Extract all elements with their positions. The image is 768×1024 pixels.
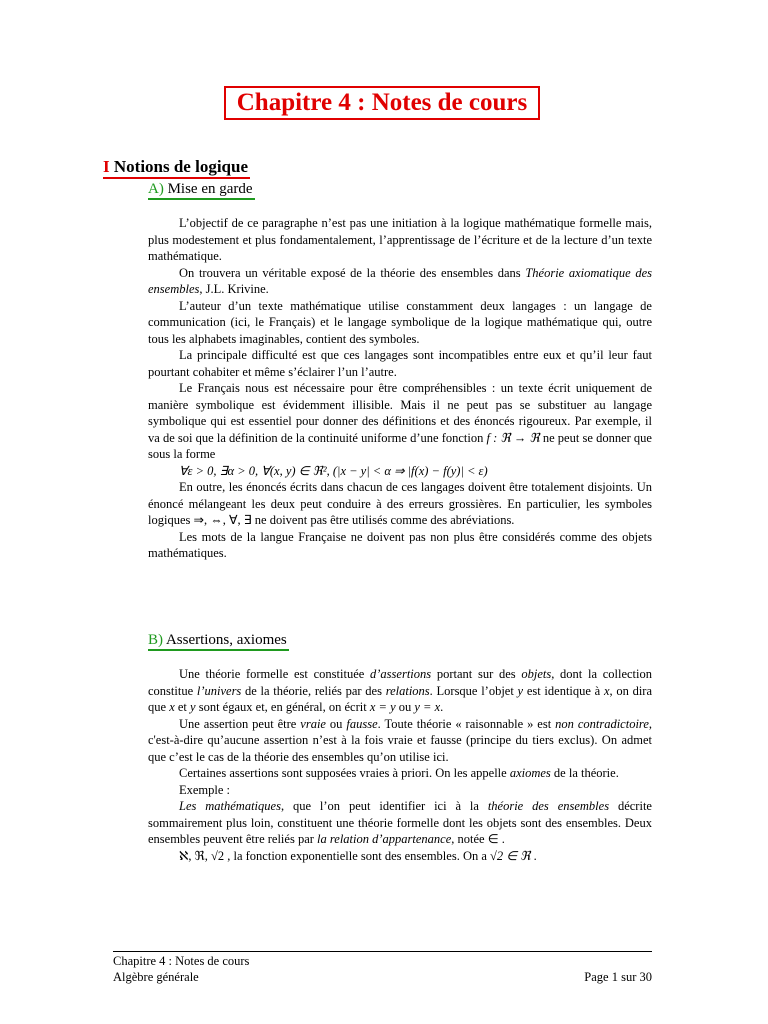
section-number: I — [103, 157, 110, 176]
paragraph: Une assertion peut être vraie ou fausse. Toute théorie « raisonnable » est non contradictoire, c'est-à-dire qu’aucune assertion n’est à la fois vraie et fausse (principe du tiers exclus). On admet que c’est le cas de la théorie des ensembles qu’on utilise ici. — [148, 716, 652, 764]
chapter-title: Chapitre 4 : Notes de cours — [224, 86, 540, 120]
subsection-heading-mise-en-garde — [148, 180, 255, 200]
paragraph: En outre, les énoncés écrits dans chacun de ces langages doivent être totalement disjoints. Un énoncé mélangeant les deux peut conduire à des erreurs grossières. En particulier, les symboles logiques ⇒, ⇔, ∀, ∃ ne doivent pas être utilisés comme des abréviations. — [148, 480, 652, 527]
paragraph: Exemple : — [179, 782, 231, 797]
footer — [113, 953, 652, 985]
paragraph: L’auteur d’un texte mathématique utilise constamment deux langages : un langage de communication (ici, le Français) et le langage symbolique de la logique mathématique qui, outre tous les alphabets imaginables, contient des symboles. — [148, 298, 652, 346]
section-title: Notions de logique — [113, 157, 249, 176]
paragraph: L’objectif de ce paragraphe n’est pas une initiation à la logique mathématique formelle mais, plus modestement et plus fondamentalement, l’apprentissage de l’écriture et de la lecture d’un texte mathématique. — [148, 216, 652, 263]
book-title: Théorie axiomatique des ensembles — [148, 265, 652, 296]
subsection-letter: B) — [148, 632, 163, 648]
footer-divider — [113, 951, 652, 952]
inline-math: f : ℜ → ℜ — [486, 430, 540, 445]
paragraph: ℵ, ℜ, √2 , la fonction exponentielle sont des ensembles. On a √2 ∈ ℜ . — [179, 848, 537, 863]
subsection-title: Mise en garde — [167, 181, 253, 197]
paragraph: La principale difficulté est que ces langages sont incompatibles entre eux et qu’il leur faut pourtant cohabiter et même s’éclairer l’un l’autre. — [148, 348, 652, 379]
paragraph: Les mots de la langue Française ne doivent pas non plus être considérés comme des objets mathématiques. — [148, 529, 652, 560]
paragraph: Une théorie formelle est constituée d’assertions portant sur des objets, dont la collection constitue l’univers de la théorie, reliés par des relations. Lorsque l’objet y est identique à x, on dira que x et y sont égaux et, en général, on écrit x = y ou y = x. — [148, 667, 652, 714]
footer-subject: Algèbre générale — [113, 970, 199, 984]
subsection-letter: A) — [148, 181, 164, 197]
section-heading-notions-de-logique — [103, 157, 250, 179]
paragraph: Les mathématiques, que l’on peut identifier ici à la théorie des ensembles décrite sommairement plus loin, constituent une théorie formelle dont les objets sont des ensembles. Deux ensembles peuvent être reliés par la relation d’appartenance, notée ∈ . — [148, 799, 652, 846]
uniform-continuity-formula: ∀ε > 0, ∃α > 0, ∀(x, y) ∈ ℜ², (|x − y| < α ⇒ |f(x) − f(y)| < ε) — [179, 463, 488, 478]
footer-chapter: Chapitre 4 : Notes de cours — [113, 954, 250, 968]
paragraph: Certaines assertions sont supposées vraies à priori. On les appelle axiomes de la théorie. — [179, 766, 619, 780]
page-number: Page 1 sur 30 — [584, 970, 652, 984]
section-mise-en-garde-body — [148, 215, 652, 562]
paragraph: Le Français nous est nécessaire pour être compréhensibles : un texte écrit uniquement de manière symbolique est évidemment illisible. Mais il ne peut pas se substituer au langage symbolique qui est essentiel pour donner des définitions et des énoncés rigoureux. Par exemple, il va de soi que la définition de la continuité uniforme d’une fonction f : ℜ → ℜ ne peut se donner que sous la forme — [148, 381, 652, 461]
subsection-title: Assertions, axiomes — [165, 632, 287, 648]
paragraph: On trouvera un véritable exposé de la théorie des ensembles dans Théorie axiomatique des ensembles, J.L. Krivine. — [148, 265, 652, 296]
section-assertions-body — [148, 666, 652, 864]
subsection-heading-assertions-axiomes — [148, 631, 289, 651]
